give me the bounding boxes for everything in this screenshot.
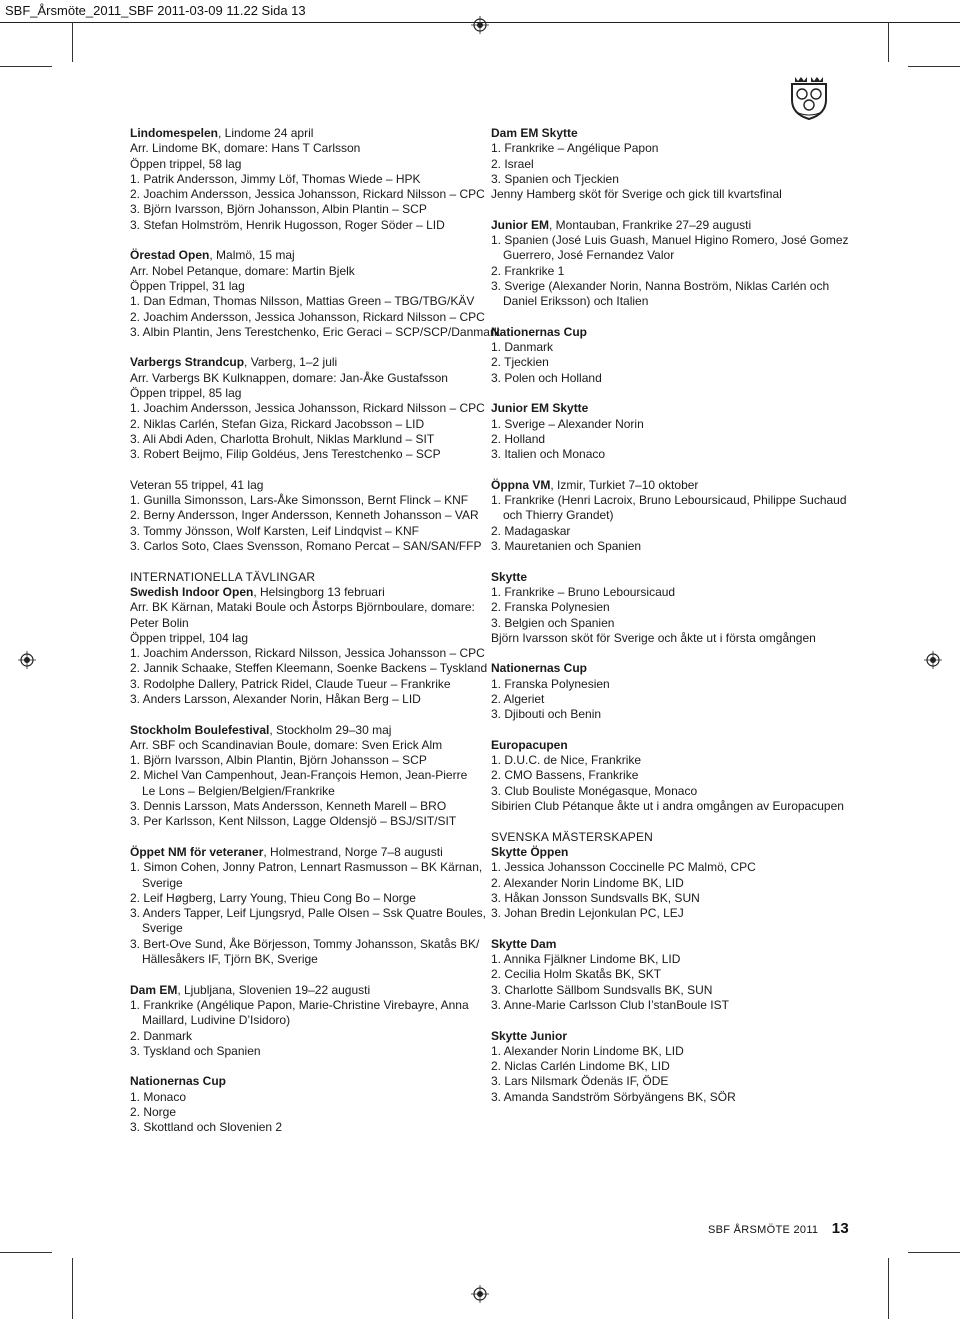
event-title: [491, 738, 836, 753]
event-name: Skytte Öppen: [491, 844, 569, 859]
event-title: [130, 585, 480, 600]
block-gap: [491, 921, 836, 936]
crop-mark: [908, 1252, 960, 1253]
event-title: [491, 218, 836, 233]
result-line: 1. Danmark: [491, 340, 554, 355]
result-line: Sverige: [142, 921, 183, 936]
result-line: 3. Anders Tapper, Leif Ljungsryd, Palle Olsen – Ssk Quatre Boules,: [130, 906, 486, 921]
block-gap: [491, 310, 836, 325]
result-line: 3. Club Bouliste Monégasque, Monaco: [491, 783, 698, 798]
result-line: 3. Johan Bredin Lejonkulan PC, LEJ: [491, 906, 684, 921]
print-slug: SBF_Årsmöte_2011_SBF 2011-03-09 11.22 Sida 13: [5, 3, 306, 18]
result-line: 1. Simon Cohen, Jonny Patron, Lennart Rasmusson – BK Kärnan,: [130, 860, 483, 875]
event-details: , Varberg, 1–2 juli: [244, 355, 338, 370]
event-title: [491, 570, 836, 585]
result-line: 3. Robert Beijmo, Filip Goldéus, Jens Terestchenko – SCP: [130, 447, 441, 462]
result-line: 3. Mauretanien och Spanien: [491, 539, 642, 554]
result-line: 2. Danmark: [130, 1028, 193, 1043]
result-line: 1. Patrik Andersson, Jimmy Löf, Thomas Wiede – HPK: [130, 171, 421, 186]
result-line: 1. Joachim Andersson, Rickard Nilsson, Jessica Johansson – CPC: [130, 646, 485, 661]
result-line: 3. Håkan Jonsson Sundsvalls BK, SUN: [491, 890, 700, 905]
crop-mark: [72, 1258, 73, 1319]
event-details: , Lindome 24 april: [218, 126, 314, 140]
result-line: 1. Joachim Andersson, Jessica Johansson, Rickard Nilsson – CPC: [130, 401, 485, 416]
result-line: 2. Leif Høgberg, Larry Young, Thieu Cong Bo – Norge: [130, 890, 416, 905]
federation-logo-icon: [788, 74, 830, 120]
block-gap: [491, 554, 836, 569]
right-column: [491, 126, 849, 1105]
event-details: , Stockholm 29–30 maj: [269, 722, 392, 737]
block-gap: [130, 463, 480, 478]
event-name: Nationernas Cup: [491, 324, 588, 339]
result-line: Arr. Varbergs BK Kulknappen, domare: Jan-Åke Gustafsson: [130, 370, 448, 385]
result-line: 2. Israel: [491, 156, 534, 171]
event-name: Stockholm Boulefestival: [130, 722, 270, 737]
result-line: 2. Franska Polynesien: [491, 600, 610, 615]
result-block: [491, 737, 844, 814]
result-block: [130, 723, 480, 830]
result-line: 3. Charlotte Sällbom Sundsvalls BK, SUN: [491, 982, 713, 997]
result-line: 3. Amanda Sandström Sörbyängens BK, SÖR: [491, 1089, 736, 1104]
event-details: , Helsingborg 13 februari: [253, 584, 385, 599]
result-line: 2. Jannik Schaake, Steffen Kleemann, Soenke Backens – Tyskland: [130, 661, 488, 676]
event-name: Örestad Open: [130, 248, 210, 263]
result-line: Arr. Nobel Petanque, domare: Martin Bjelk: [130, 263, 355, 278]
block-gap: [491, 202, 836, 217]
result-block: [491, 937, 836, 1013]
result-line: 2. Holland: [491, 431, 546, 446]
result-line: 1. Franska Polynesien: [491, 676, 610, 691]
event-name: Öppna VM: [491, 477, 551, 492]
event-title: [491, 126, 836, 141]
result-line: 3. Belgien och Spanien: [491, 615, 615, 630]
result-block: [491, 325, 836, 386]
result-line: 2. Cecilia Holm Skatås BK, SKT: [491, 967, 662, 982]
block-gap: [491, 386, 836, 401]
event-name: Öppet NM för veteraner: [130, 844, 264, 859]
result-line: 1. Frankrike – Bruno Leboursicaud: [491, 584, 676, 599]
result-line: Sverige: [142, 875, 183, 890]
result-line: Öppen trippel, 85 lag: [130, 386, 242, 401]
registration-mark-icon: [471, 16, 489, 34]
event-title: [130, 355, 480, 370]
crop-mark: [72, 22, 73, 62]
result-line: 2. Berny Andersson, Inger Andersson, Kenneth Johansson – VAR: [130, 508, 479, 523]
result-line: 3. Bert-Ove Sund, Åke Börjesson, Tommy Johansson, Skatås BK/: [130, 936, 480, 951]
result-line: och Thierry Grandet): [503, 508, 614, 523]
event-title: [130, 723, 480, 738]
event-title: [491, 661, 836, 676]
result-block: [491, 477, 847, 554]
event-details: , Izmir, Turkiet 7–10 oktober: [550, 477, 699, 492]
block-gap: [130, 967, 480, 982]
result-line: 3. Tommy Jönsson, Wolf Karsten, Leif Lindqvist – KNF: [130, 523, 420, 538]
result-block: [130, 248, 500, 340]
result-line: 1. Björn Ivarsson, Albin Plantin, Björn Johansson – SCP: [130, 753, 427, 768]
result-line: 1. Alexander Norin Lindome BK, LID: [491, 1043, 684, 1058]
result-block: [491, 217, 849, 310]
result-line: 2. CMO Bassens, Frankrike: [491, 768, 639, 783]
event-name: Europacupen: [491, 737, 568, 752]
block-gap: [130, 830, 480, 845]
result-line: 3. Anders Larsson, Alexander Norin, Håkan Berg – LID: [130, 691, 421, 706]
block-gap: [491, 814, 836, 829]
result-line: 1. Jessica Johansson Coccinelle PC Malmö, CPC: [491, 860, 756, 875]
result-line: 3. Skottland och Slovenien 2: [130, 1120, 283, 1135]
result-line: 3. Italien och Monaco: [491, 447, 606, 462]
result-line: 1. Frankrike (Henri Lacroix, Bruno Leboursicaud, Philippe Suchaud: [491, 493, 847, 508]
block-gap: [130, 340, 480, 355]
result-line: Öppen trippel, 58 lag: [130, 156, 242, 171]
result-line: 3. Per Karlsson, Kent Nilsson, Lagge Oldensjö – BSJ/SIT/SIT: [130, 814, 457, 829]
event-title: [491, 1029, 836, 1044]
result-line: 1. Annika Fjälkner Lindome BK, LID: [491, 952, 681, 967]
result-line: 1. Dan Edman, Thomas Nilsson, Mattias Green – TBG/TBG/KÄV: [130, 294, 475, 309]
result-line: 3. Björn Ivarsson, Björn Johansson, Albin Plantin – SCP: [130, 202, 427, 217]
page-footer: [708, 1220, 849, 1237]
result-line: 2. Norge: [130, 1105, 177, 1119]
block-gap: [491, 463, 836, 478]
result-line: 3. Dennis Larsson, Mats Andersson, Kenneth Marell – BRO: [130, 799, 447, 814]
event-title: [491, 325, 836, 340]
result-line: Veteran 55 trippel, 41 lag: [130, 477, 264, 492]
section-heading: INTERNATIONELLA TÄVLINGAR: [130, 569, 316, 584]
result-line: 3. Sverige (Alexander Norin, Nanna Boström, Niklas Carlén och: [491, 278, 830, 293]
event-details: , Holmestrand, Norge 7–8 augusti: [263, 844, 443, 859]
event-title: [130, 845, 480, 860]
event-name: Dam EM Skytte: [491, 126, 578, 140]
footer-label: SBF ÅRSMÖTE 2011: [708, 1224, 819, 1236]
event-title: [130, 248, 480, 263]
result-line: 3. Tyskland och Spanien: [130, 1043, 261, 1058]
result-line: 2. Niklas Carlén, Stefan Giza, Rickard Jacobsson – LID: [130, 416, 425, 431]
result-line: 3. Stefan Holmström, Henrik Hugosson, Roger Söder – LID: [130, 217, 445, 232]
result-line: Daniel Eriksson) och Italien: [503, 294, 649, 309]
result-line: 2. Madagaskar: [491, 523, 571, 538]
result-line: Jenny Hamberg sköt för Sverige och gick till kvartsfinal: [491, 187, 782, 202]
crop-mark: [888, 1258, 889, 1319]
crop-mark: [0, 1252, 52, 1253]
page-number: 13: [831, 1220, 850, 1237]
event-title: [491, 937, 836, 952]
event-title: [491, 845, 836, 860]
left-column: [130, 126, 500, 1136]
result-line: Le Lons – Belgien/Belgien/Frankrike: [142, 783, 335, 798]
result-line: 3. Albin Plantin, Jens Terestchenko, Eric Geraci – SCP/SCP/Danmark: [130, 324, 500, 339]
event-details: , Malmö, 15 maj: [209, 248, 295, 263]
result-block: [130, 478, 480, 554]
result-line: 1. Monaco: [130, 1089, 187, 1104]
event-details: , Montauban, Frankrike 27–29 augusti: [549, 217, 752, 232]
result-line: 1. Frankrike (Angélique Papon, Marie-Christine Virebayre, Anna: [130, 997, 469, 1012]
result-block: [130, 844, 486, 967]
result-line: 1. Frankrike – Angélique Papon: [491, 141, 659, 156]
result-line: 3. Lars Nilsmark Ödenäs IF, ÖDE: [491, 1074, 669, 1089]
result-block: [130, 1074, 480, 1135]
result-line: 2. Joachim Andersson, Jessica Johansson, Rickard Nilsson – CPC: [130, 187, 485, 202]
result-block: [491, 830, 836, 922]
result-line: 1. D.U.C. de Nice, Frankrike: [491, 753, 642, 768]
event-name: Junior EM: [491, 217, 550, 232]
event-title: [130, 1074, 480, 1089]
block-gap: [130, 707, 480, 722]
event-name: Skytte Junior: [491, 1028, 568, 1043]
block-gap: [130, 1059, 480, 1074]
result-line: Öppen trippel, 104 lag: [130, 630, 249, 645]
result-line: Arr. BK Kärnan, Mataki Boule och Åstorps Björnboulare, domare:: [130, 600, 475, 615]
result-line: 1. Sverige – Alexander Norin: [491, 416, 644, 431]
registration-mark-icon: [924, 651, 942, 669]
result-line: 3. Spanien och Tjeckien: [491, 171, 619, 186]
result-line: 1. Gunilla Simonsson, Lars-Åke Simonsson, Bernt Flinck – KNF: [130, 493, 469, 508]
result-line: Arr. Lindome BK, domare: Hans T Carlsson: [130, 141, 361, 156]
result-line: 2. Alexander Norin Lindome BK, LID: [491, 875, 684, 890]
result-block: [130, 569, 488, 708]
result-line: 3. Rodolphe Dallery, Patrick Ridel, Claude Tueur – Frankrike: [130, 676, 451, 691]
section-heading: SVENSKA MÄSTERSKAPEN: [491, 829, 654, 844]
result-line: 3. Carlos Soto, Claes Svensson, Romano Percat – SAN/SAN/FFP: [130, 539, 482, 554]
block-gap: [130, 233, 480, 248]
result-line: Björn Ivarsson sköt för Sverige och åkte ut i första omgången: [491, 630, 816, 645]
event-name: Lindomespelen: [130, 126, 219, 140]
result-line: Sibirien Club Pétanque åkte ut i andra omgången av Europacupen: [491, 799, 844, 814]
result-line: 2. Frankrike 1: [491, 263, 565, 278]
result-block: [491, 401, 836, 462]
event-title: [130, 983, 480, 998]
event-name: Nationernas Cup: [130, 1074, 227, 1089]
result-block: [491, 570, 836, 646]
block-gap: [491, 1013, 836, 1028]
event-title: [491, 478, 836, 493]
result-line: Maillard, Ludivine D’Isidoro): [142, 1013, 291, 1028]
result-block: [491, 126, 836, 202]
result-line: 3. Ali Abdi Aden, Charlotta Brohult, Niklas Marklund – SIT: [130, 431, 435, 446]
event-name: Dam EM: [130, 982, 178, 997]
registration-mark-icon: [18, 651, 36, 669]
crop-mark: [888, 22, 889, 62]
result-line: 3. Djibouti och Benin: [491, 707, 602, 722]
block-gap: [491, 646, 836, 661]
result-line: 2. Tjeckien: [491, 355, 549, 370]
result-line: Peter Bolin: [130, 615, 189, 630]
event-name: Varbergs Strandcup: [130, 355, 245, 370]
event-details: , Ljubljana, Slovenien 19–22 augusti: [177, 982, 371, 997]
event-name: Nationernas Cup: [491, 661, 588, 676]
event-title: [130, 126, 480, 141]
crop-mark: [0, 66, 52, 67]
registration-mark-icon: [471, 1285, 489, 1303]
event-name: Junior EM Skytte: [491, 401, 589, 416]
result-block: [491, 661, 836, 722]
event-name: Skytte: [491, 569, 528, 584]
result-line: 2. Joachim Andersson, Jessica Johansson, Rickard Nilsson – CPC: [130, 309, 485, 324]
result-block: [130, 355, 485, 462]
result-line: 1. Spanien (José Luis Guash, Manuel Higino Romero, José Gomez: [491, 233, 849, 248]
result-line: Hällesåkers IF, Tjörn BK, Sverige: [142, 952, 318, 967]
block-gap: [130, 554, 480, 569]
event-name: Swedish Indoor Open: [130, 584, 254, 599]
result-line: 2. Niclas Carlén Lindome BK, LID: [491, 1059, 670, 1074]
result-block: [130, 126, 485, 233]
crop-mark: [908, 66, 960, 67]
result-block: [491, 1029, 836, 1105]
result-block: [130, 983, 480, 1059]
result-line: 3. Anne-Marie Carlsson Club I’stanBoule IST: [491, 997, 729, 1012]
result-line: Öppen Trippel, 31 lag: [130, 278, 245, 293]
result-line: 2. Algeriet: [491, 691, 545, 706]
block-gap: [491, 723, 836, 738]
result-line: 3. Polen och Holland: [491, 370, 602, 385]
result-line: Guerrero, José Fernandez Valor: [503, 248, 675, 263]
event-title: [491, 401, 836, 416]
result-line: Arr. SBF och Scandinavian Boule, domare: Sven Erick Alm: [130, 737, 443, 752]
event-name: Skytte Dam: [491, 936, 557, 951]
result-line: 2. Michel Van Campenhout, Jean-François Hemon, Jean-Pierre: [130, 768, 468, 783]
